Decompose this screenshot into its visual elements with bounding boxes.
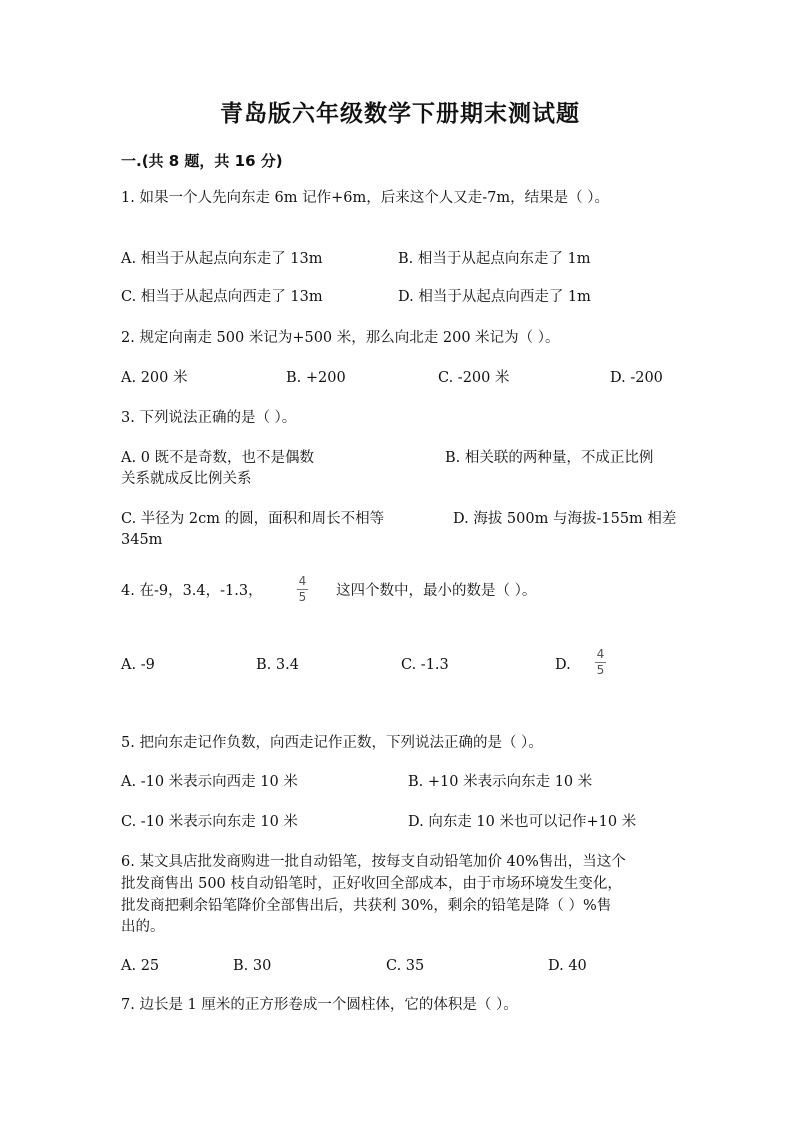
question-4-option-c: C. -1.3 bbox=[401, 657, 449, 673]
question-2-option-c: C. -200 米 bbox=[438, 370, 510, 386]
question-4-fraction bbox=[297, 575, 308, 604]
question-4-option-d-fraction bbox=[595, 648, 606, 677]
fraction-numerator: 4 bbox=[298, 574, 307, 588]
page-title: 青岛版六年级数学下册期末测试题 bbox=[220, 101, 580, 127]
question-6-line-2: 批发商售出 500 枝自动铅笔时，正好收回全部成本，由于市场环境发生变化， bbox=[121, 876, 622, 892]
question-6-option-a: A. 25 bbox=[121, 958, 160, 974]
question-7-stem: 7. 边长是 1 厘米的正方形卷成一个圆柱体，它的体积是（ ）。 bbox=[121, 997, 518, 1013]
question-4-option-a: A. -9 bbox=[121, 657, 155, 673]
question-3-option-b: B. 相关联的两种量，不成正比例 bbox=[445, 450, 654, 466]
question-2-option-b: B. +200 bbox=[286, 370, 346, 386]
question-5-option-a: A. -10 米表示向西走 10 米 bbox=[121, 774, 298, 790]
question-3-option-d-cont: 345m bbox=[121, 532, 163, 548]
question-2-option-d: D. -200 bbox=[610, 370, 663, 386]
question-1-option-c: C. 相当于从起点向西走了 13m bbox=[121, 289, 323, 305]
fraction-numerator: 4 bbox=[596, 647, 605, 661]
question-4-option-b: B. 3.4 bbox=[256, 657, 299, 673]
question-3-option-b-cont: 关系就成反比例关系 bbox=[121, 471, 252, 487]
fraction-denominator: 5 bbox=[298, 590, 307, 604]
question-3-stem: 3. 下列说法正确的是（ ）。 bbox=[121, 410, 297, 426]
question-3-option-d: D. 海拔 500m 与海拔-155m 相差 bbox=[453, 511, 677, 527]
section-heading: 一.(共 8 题，共 16 分) bbox=[121, 152, 283, 170]
question-3-option-c: C. 半径为 2cm 的圆，面积和周长不相等 bbox=[121, 511, 385, 527]
fraction-denominator: 5 bbox=[596, 663, 605, 677]
question-5-option-c: C. -10 米表示向东走 10 米 bbox=[121, 814, 298, 830]
question-6-option-d: D. 40 bbox=[548, 958, 587, 974]
question-1-option-d: D. 相当于从起点向西走了 1m bbox=[398, 289, 591, 305]
question-6-line-3: 批发商把剩余铅笔降价全部售出后，共获利 30%，剩余的铅笔是降（ ）%售 bbox=[121, 898, 612, 914]
question-2-option-a: A. 200 米 bbox=[121, 370, 188, 386]
question-1-option-b: B. 相当于从起点向东走了 1m bbox=[398, 251, 591, 267]
question-1-option-a: A. 相当于从起点向东走了 13m bbox=[121, 251, 323, 267]
question-6-option-c: C. 35 bbox=[386, 958, 425, 974]
question-4-stem-part1: 4. 在-9，3.4，-1.3， bbox=[121, 583, 263, 599]
question-6-line-1: 6. 某文具店批发商购进一批自动铅笔，按每支自动铅笔加价 40%售出，当这个 bbox=[121, 854, 626, 870]
question-5-option-d: D. 向东走 10 米也可以记作+10 米 bbox=[408, 814, 637, 830]
question-6-line-4: 出的。 bbox=[121, 919, 165, 935]
question-3-option-a: A. 0 既不是奇数，也不是偶数 bbox=[121, 450, 315, 466]
question-1-stem: 1. 如果一个人先向东走 6m 记作+6m，后来这个人又走-7m，结果是（ ）。 bbox=[121, 190, 609, 206]
question-4-stem-part2: 这四个数中，最小的数是（ ）。 bbox=[336, 583, 537, 599]
question-5-stem: 5. 把向东走记作负数，向西走记作正数，下列说法正确的是（ ）。 bbox=[121, 735, 543, 751]
question-5-option-b: B. +10 米表示向东走 10 米 bbox=[408, 774, 593, 790]
question-4-option-d: D. bbox=[555, 657, 571, 673]
question-6-option-b: B. 30 bbox=[233, 958, 272, 974]
question-2-stem: 2. 规定向南走 500 米记为+500 米，那么向北走 200 米记为（ ）。 bbox=[121, 330, 560, 346]
